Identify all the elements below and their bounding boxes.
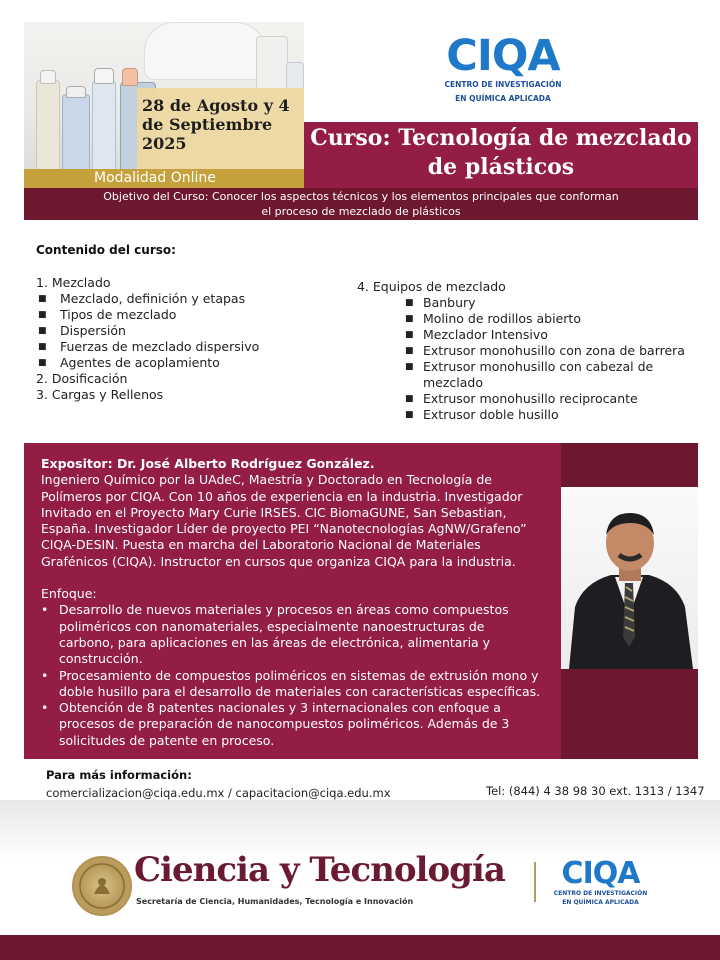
content-bullet-item: ■ Extrusor monohusillo con cabezal de mezclado [405,359,654,390]
content-bullet-item: ■ Mezclador Intensivo [405,327,548,342]
footer-divider [534,862,536,902]
content-heading: Contenido del curso: [36,243,176,257]
footer-bar [0,935,720,960]
content-bullet-item: ■ Molino de rodillos abierto [405,311,581,326]
focus-list [41,602,541,749]
modality-label: Modalidad Online [94,170,216,186]
speaker-portrait-icon [561,487,698,669]
content-bullet-item: ■ Extrusor monohusillo con zona de barrera [405,343,685,358]
ciqa-wordmark: CIQA [446,31,560,81]
course-dates: 28 de Agosto y 4 de Septiembre 2025 [142,96,290,153]
speaker-info [41,456,541,749]
bullet-icon: ■ [405,298,414,308]
bullet-icon: • [41,700,49,716]
content-bullet-item: ■ Tipos de mezclado [38,307,177,322]
bullet-icon: ■ [405,394,414,404]
content-numbered-item: 3. Cargas y Rellenos [36,387,164,402]
focus-item: • Desarrollo de nuevos materiales y procesos en áreas como compuestos poliméricos con nanomateriales, especialmente nanoestructuras de carbono, para aplicaciones en las áreas de electrónica, alimentaria y construcción. [41,602,509,667]
brand-subtitle: Secretaría de Ciencia, Humanidades, Tecnología e Innovación [136,897,414,906]
content-bullet-item: ■ Fuerzas de mezclado dispersivo [38,339,260,354]
modality-bar [24,169,304,188]
bullet-icon: ■ [405,362,414,372]
ciqa-logo-footer: CIQA CENTRO DE INVESTIGACIÓN EN QUÍMICA APLICADA [553,856,648,906]
content-column-right [357,279,697,423]
bullet-icon: ■ [38,294,47,304]
content-numbered-item: 1. Mezclado [36,275,111,290]
contact-emails[interactable]: comercializacion@ciqa.edu.mx / capacitacion@ciqa.edu.mx [46,786,391,800]
content-bullet-item: ■ Dispersión [38,323,126,338]
content-numbered-item: 2. Dosificación [36,371,128,386]
ciqa-logo: CIQA CENTRO DE INVESTIGACIÓN EN QUÍMICA APLICADA [428,36,578,104]
bullet-icon: ■ [38,310,47,320]
content-numbered-item: 4. Equipos de mezclado [357,279,506,294]
speaker-name: Expositor: Dr. José Alberto Rodríguez González. [41,456,375,471]
course-objective: Objetivo del Curso: Conocer los aspectos técnicos y los elementos principales que conforman el proceso de mezclado de plásticos [103,190,619,218]
bullet-icon: ■ [405,346,414,356]
course-title: Curso: Tecnología de mezclado de plásticos [310,125,692,180]
bullet-icon: • [41,602,49,618]
content-bullet-item: ■ Agentes de acoplamiento [38,355,220,370]
bullet-icon: ■ [38,342,47,352]
speaker-photo [561,487,698,669]
bullet-icon: ■ [38,358,47,368]
contact-phone: Tel: (844) 4 38 98 30 ext. 1313 / 1347 [486,784,705,798]
bullet-icon: ■ [405,410,414,420]
bullet-icon: ■ [38,326,47,336]
mexico-seal-icon [72,856,132,916]
content-bullet-item: ■ Banbury [405,295,476,310]
content-bullet-item: ■ Extrusor doble husillo [405,407,559,422]
contact-heading: Para más información: [46,768,192,782]
content-bullet-item: ■ Mezclado, definición y etapas [38,291,246,306]
content-bullet-item: ■ Extrusor monohusillo reciprocante [405,391,638,406]
speaker-bio: Ingeniero Químico por la UAdeC, Maestría y Doctorado en Tecnología de Polímeros por CIQA. Con 10 años de experiencia en la industria. Investigador Invitado en el Proyecto Mary Curie IRSES. CIC BiomaGUNE, San Sebastian, España. Investigador Líder de proyecto PEI “Nanotecnologías AgNW/Grafeno” CIQA-DESIN. Puesta en marcha del Laboratorio Nacional de Materiales Grafénicos (CIQA). Instructor en cursos que organiza CIQA para la industria. [41,472,527,569]
brand-ciencia-tecnologia: Ciencia y Tecnología [134,850,505,890]
focus-item: • Procesamiento de compuestos poliméricos en sistemas de extrusión mono y doble husillo para el desarrollo de materiales con características específicas. [41,667,541,699]
bullet-icon: ■ [405,330,414,340]
focus-heading: Enfoque: [41,586,97,602]
content-column-left [36,275,336,403]
bullet-icon: ■ [405,314,414,324]
focus-item: • Obtención de 8 patentes nacionales y 3 internacionales con enfoque a procesos de preparación de nanocompuestos poliméricos. Además de 3 solicitudes de patente en proceso. [41,700,510,748]
bullet-icon: • [41,667,49,683]
